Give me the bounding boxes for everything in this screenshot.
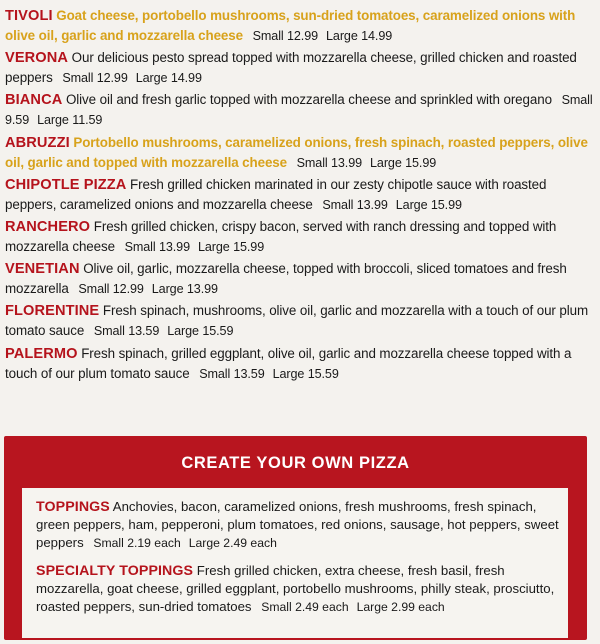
item-description: Goat cheese, portobello mushrooms, sun-dried tomatoes, caramelized onions with olive oil, garlic and mozzarella cheese — [5, 8, 576, 43]
large-price: Large 15.99 — [395, 197, 462, 212]
menu-item-florentine — [5, 301, 597, 341]
small-price: Small 13.59 — [199, 366, 265, 381]
large-price: Large 15.59 — [272, 366, 339, 381]
large-price: Large 13.99 — [151, 282, 218, 297]
specialty-toppings-list: Fresh grilled chicken, extra cheese, fresh basil, fresh mozzarella, goat cheese, grilled eggplant, portobello mushrooms, philly steak, prosciutto, roasted peppers, sun-dried tomatoes — [36, 563, 555, 614]
small-price: Small 13.59 — [93, 324, 160, 339]
menu-item-ranchero — [5, 217, 597, 257]
large-price: Large 2.99 each — [356, 600, 445, 614]
small-price: Small 2.49 each — [261, 600, 349, 614]
item-name: PALERMO — [5, 345, 78, 362]
small-price: Small 9.59 — [5, 93, 593, 128]
item-name: TIVOLI — [5, 8, 53, 24]
menu-item-abruzzi — [5, 133, 597, 173]
menu-item-chipotle-pizza — [5, 175, 597, 215]
item-description: Our delicious pesto spread topped with mozzarella cheese, grilled chicken and roasted peppers — [5, 50, 577, 86]
item-name: RANCHERO — [5, 218, 91, 235]
item-name: ABRUZZI — [5, 134, 70, 151]
item-name: VENETIAN — [5, 261, 80, 278]
menu-item-palermo — [5, 344, 597, 384]
menu-item-verona — [5, 48, 597, 88]
small-price: Small 12.99 — [252, 29, 319, 43]
large-price: Large 15.59 — [167, 324, 234, 339]
specialty-toppings-section — [36, 562, 561, 616]
large-price: Large 2.49 each — [188, 536, 277, 550]
item-description: Fresh grilled chicken marinated in our zesty chipotle sauce with roasted peppers, caramelized onions and mozzarella cheese — [5, 176, 547, 212]
small-price: Small 13.99 — [322, 197, 388, 212]
toppings-heading: TOPPINGS — [36, 499, 110, 515]
large-price: Large 11.59 — [37, 113, 103, 128]
item-name: CHIPOTLE PIZZA — [5, 176, 127, 193]
pizza-menu-list — [5, 6, 597, 386]
menu-item-bianca — [5, 90, 597, 130]
item-description: Fresh spinach, grilled eggplant, olive oil, garlic and mozzarella cheese topped with a touch of our plum tomato sauce — [5, 345, 572, 381]
toppings-box — [22, 488, 568, 638]
item-description: Fresh grilled chicken, crispy bacon, served with ranch dressing and topped with mozzarella cheese — [5, 218, 557, 254]
item-name: BIANCA — [5, 92, 63, 109]
item-name: VERONA — [5, 50, 69, 67]
item-description: Olive oil and fresh garlic topped with mozzarella cheese and sprinkled with oregano — [65, 92, 552, 108]
item-description: Portobello mushrooms, caramelized onions, fresh spinach, roasted peppers, olive oil, garlic and topped with mozzarella cheese — [5, 134, 588, 170]
large-price: Large 15.99 — [197, 239, 265, 254]
small-price: Small 13.99 — [296, 155, 363, 170]
small-price: Small 2.19 each — [93, 536, 181, 550]
small-price: Small 12.99 — [78, 282, 144, 297]
large-price: Large 14.99 — [326, 29, 393, 43]
specialty-toppings-heading: SPECIALTY TOPPINGS — [36, 563, 194, 579]
menu-item-tivoli — [5, 6, 597, 46]
item-description: Fresh spinach, mushrooms, olive oil, garlic and mozzarella with a touch of our plum tomato sauce — [5, 303, 589, 339]
toppings-section — [36, 498, 561, 552]
create-your-own-title: CREATE YOUR OWN PIZZA — [181, 454, 410, 472]
small-price: Small 12.99 — [62, 71, 128, 86]
item-description: Olive oil, garlic, mozzarella cheese, topped with broccoli, sliced tomatoes and fresh mozzarella — [5, 261, 567, 297]
create-your-own-panel — [4, 436, 587, 640]
large-price: Large 15.99 — [370, 155, 437, 170]
toppings-list: Anchovies, bacon, caramelized onions, fresh mushrooms, fresh spinach, green peppers, ham, pepperoni, plum tomatoes, red onions, sausage, hot peppers, sweet peppers — [36, 499, 559, 550]
large-price: Large 14.99 — [135, 71, 202, 86]
small-price: Small 13.99 — [124, 239, 190, 254]
menu-item-venetian — [5, 259, 597, 299]
item-name: FLORENTINE — [5, 303, 100, 320]
